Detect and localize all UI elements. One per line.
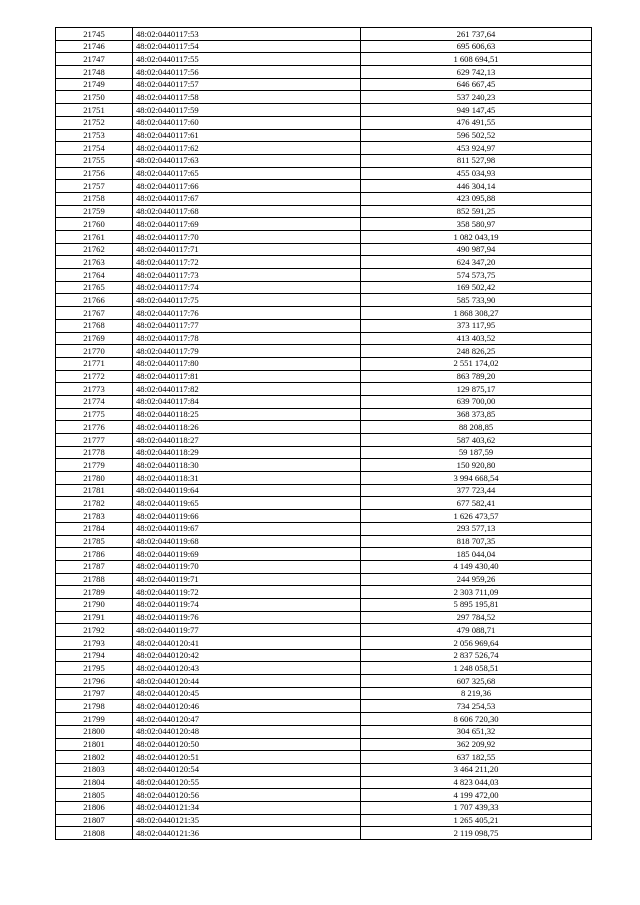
cadastral-number: 48:02:0440117:58 xyxy=(133,91,361,104)
row-number: 21754 xyxy=(56,142,133,155)
table-row xyxy=(56,725,592,738)
table-row xyxy=(56,484,592,497)
table-row xyxy=(56,192,592,205)
cadastral-value: 446 304,14 xyxy=(361,180,592,193)
cadastral-value: 2 119 098,75 xyxy=(361,827,592,840)
cadastral-number: 48:02:0440119:70 xyxy=(133,560,361,573)
table-row xyxy=(56,560,592,573)
cadastral-value: 8 606 720,30 xyxy=(361,713,592,726)
row-number: 21746 xyxy=(56,40,133,53)
row-number: 21805 xyxy=(56,789,133,802)
cadastral-value: 574 573,75 xyxy=(361,269,592,282)
row-number: 21773 xyxy=(56,383,133,396)
row-number: 21786 xyxy=(56,548,133,561)
row-number: 21774 xyxy=(56,395,133,408)
cadastral-number: 48:02:0440117:71 xyxy=(133,243,361,256)
table-row xyxy=(56,446,592,459)
row-number: 21764 xyxy=(56,269,133,282)
row-number: 21796 xyxy=(56,675,133,688)
cadastral-number: 48:02:0440119:77 xyxy=(133,624,361,637)
cadastral-number: 48:02:0440117:56 xyxy=(133,66,361,79)
cadastral-value: 3 994 668,54 xyxy=(361,472,592,485)
cadastral-value: 490 987,94 xyxy=(361,243,592,256)
row-number: 21753 xyxy=(56,129,133,142)
row-number: 21772 xyxy=(56,370,133,383)
cadastral-value: 863 789,20 xyxy=(361,370,592,383)
row-number: 21777 xyxy=(56,434,133,447)
table-row xyxy=(56,700,592,713)
cadastral-number: 48:02:0440121:35 xyxy=(133,814,361,827)
table-row xyxy=(56,548,592,561)
table-row xyxy=(56,142,592,155)
table-row xyxy=(56,332,592,345)
cadastral-value: 639 700,00 xyxy=(361,395,592,408)
cadastral-number: 48:02:0440120:43 xyxy=(133,662,361,675)
row-number: 21756 xyxy=(56,167,133,180)
cadastral-value: 368 373,85 xyxy=(361,408,592,421)
row-number: 21797 xyxy=(56,687,133,700)
row-number: 21751 xyxy=(56,104,133,117)
cadastral-number: 48:02:0440119:64 xyxy=(133,484,361,497)
row-number: 21802 xyxy=(56,751,133,764)
cadastral-number: 48:02:0440120:51 xyxy=(133,751,361,764)
row-number: 21780 xyxy=(56,472,133,485)
cadastral-value: 1 608 694,51 xyxy=(361,53,592,66)
row-number: 21793 xyxy=(56,637,133,650)
cadastral-number: 48:02:0440119:71 xyxy=(133,573,361,586)
cadastral-value: 362 209,92 xyxy=(361,738,592,751)
table-row xyxy=(56,395,592,408)
table-row xyxy=(56,675,592,688)
table-row xyxy=(56,814,592,827)
row-number: 21759 xyxy=(56,205,133,218)
table-row xyxy=(56,434,592,447)
table-row xyxy=(56,637,592,650)
cadastral-number: 48:02:0440121:34 xyxy=(133,801,361,814)
row-number: 21750 xyxy=(56,91,133,104)
row-number: 21758 xyxy=(56,192,133,205)
table-row xyxy=(56,459,592,472)
cadastral-value: 629 742,13 xyxy=(361,66,592,79)
cadastral-number: 48:02:0440120:47 xyxy=(133,713,361,726)
table-row xyxy=(56,357,592,370)
cadastral-number: 48:02:0440117:74 xyxy=(133,281,361,294)
row-number: 21748 xyxy=(56,66,133,79)
cadastral-value: 1 868 308,27 xyxy=(361,307,592,320)
cadastral-value: 537 240,23 xyxy=(361,91,592,104)
row-number: 21745 xyxy=(56,28,133,41)
table-row xyxy=(56,776,592,789)
cadastral-value: 949 147,45 xyxy=(361,104,592,117)
table-row xyxy=(56,827,592,840)
cadastral-value: 1 707 439,33 xyxy=(361,801,592,814)
row-number: 21791 xyxy=(56,611,133,624)
table-row xyxy=(56,586,592,599)
table-row xyxy=(56,91,592,104)
row-number: 21747 xyxy=(56,53,133,66)
row-number: 21768 xyxy=(56,319,133,332)
cadastral-number: 48:02:0440120:48 xyxy=(133,725,361,738)
row-number: 21789 xyxy=(56,586,133,599)
cadastral-number: 48:02:0440118:26 xyxy=(133,421,361,434)
cadastral-number: 48:02:0440117:77 xyxy=(133,319,361,332)
table-row xyxy=(56,472,592,485)
table-row xyxy=(56,231,592,244)
table-row xyxy=(56,370,592,383)
row-number: 21775 xyxy=(56,408,133,421)
table-body xyxy=(56,28,592,840)
cadastral-value: 150 920,80 xyxy=(361,459,592,472)
cadastral-value: 297 784,52 xyxy=(361,611,592,624)
cadastral-number: 48:02:0440117:65 xyxy=(133,167,361,180)
row-number: 21779 xyxy=(56,459,133,472)
table-row xyxy=(56,28,592,41)
cadastral-number: 48:02:0440120:56 xyxy=(133,789,361,802)
table-row xyxy=(56,522,592,535)
cadastral-number: 48:02:0440118:30 xyxy=(133,459,361,472)
cadastral-number: 48:02:0440117:78 xyxy=(133,332,361,345)
cadastral-value: 587 403,62 xyxy=(361,434,592,447)
cadastral-number: 48:02:0440117:59 xyxy=(133,104,361,117)
table-row xyxy=(56,662,592,675)
row-number: 21770 xyxy=(56,345,133,358)
cadastral-number: 48:02:0440118:31 xyxy=(133,472,361,485)
cadastral-value: 169 502,42 xyxy=(361,281,592,294)
cadastral-value: 423 095,88 xyxy=(361,192,592,205)
cadastral-value: 293 577,13 xyxy=(361,522,592,535)
cadastral-value: 1 265 405,21 xyxy=(361,814,592,827)
cadastral-value: 244 959,26 xyxy=(361,573,592,586)
cadastral-value: 59 187,59 xyxy=(361,446,592,459)
row-number: 21767 xyxy=(56,307,133,320)
cadastral-number: 48:02:0440117:79 xyxy=(133,345,361,358)
table-row xyxy=(56,243,592,256)
cadastral-value: 637 182,55 xyxy=(361,751,592,764)
cadastral-value: 185 044,04 xyxy=(361,548,592,561)
cadastral-number: 48:02:0440117:80 xyxy=(133,357,361,370)
cadastral-value: 4 823 044,03 xyxy=(361,776,592,789)
table-row xyxy=(56,104,592,117)
table-row xyxy=(56,497,592,510)
table-row xyxy=(56,789,592,802)
table-row xyxy=(56,256,592,269)
cadastral-value: 88 208,85 xyxy=(361,421,592,434)
cadastral-value: 8 219,36 xyxy=(361,687,592,700)
row-number: 21766 xyxy=(56,294,133,307)
cadastral-value: 373 117,95 xyxy=(361,319,592,332)
cadastral-number: 48:02:0440119:74 xyxy=(133,598,361,611)
cadastral-number: 48:02:0440120:41 xyxy=(133,637,361,650)
table-row xyxy=(56,116,592,129)
cadastral-value: 455 034,93 xyxy=(361,167,592,180)
cadastral-number: 48:02:0440120:50 xyxy=(133,738,361,751)
cadastral-value: 413 403,52 xyxy=(361,332,592,345)
table-row xyxy=(56,281,592,294)
table-row xyxy=(56,180,592,193)
row-number: 21800 xyxy=(56,725,133,738)
row-number: 21769 xyxy=(56,332,133,345)
cadastral-value: 261 737,64 xyxy=(361,28,592,41)
table-row xyxy=(56,269,592,282)
cadastral-number: 48:02:0440119:67 xyxy=(133,522,361,535)
row-number: 21795 xyxy=(56,662,133,675)
cadastral-number: 48:02:0440117:63 xyxy=(133,154,361,167)
cadastral-value: 818 707,35 xyxy=(361,535,592,548)
cadastral-number: 48:02:0440120:42 xyxy=(133,649,361,662)
cadastral-number: 48:02:0440117:84 xyxy=(133,395,361,408)
row-number: 21757 xyxy=(56,180,133,193)
table-row xyxy=(56,319,592,332)
table-row xyxy=(56,598,592,611)
table-row xyxy=(56,751,592,764)
cadastral-number: 48:02:0440120:44 xyxy=(133,675,361,688)
table-row xyxy=(56,573,592,586)
cadastral-number: 48:02:0440117:62 xyxy=(133,142,361,155)
cadastral-value: 596 502,52 xyxy=(361,129,592,142)
row-number: 21803 xyxy=(56,763,133,776)
row-number: 21794 xyxy=(56,649,133,662)
cadastral-value: 2 551 174,02 xyxy=(361,357,592,370)
cadastral-number: 48:02:0440120:45 xyxy=(133,687,361,700)
table-row xyxy=(56,611,592,624)
cadastral-number: 48:02:0440119:68 xyxy=(133,535,361,548)
row-number: 21776 xyxy=(56,421,133,434)
cadastral-number: 48:02:0440117:68 xyxy=(133,205,361,218)
cadastral-number: 48:02:0440117:81 xyxy=(133,370,361,383)
cadastral-value: 677 582,41 xyxy=(361,497,592,510)
cadastral-value-table xyxy=(55,27,592,840)
row-number: 21801 xyxy=(56,738,133,751)
table-row xyxy=(56,205,592,218)
row-number: 21760 xyxy=(56,218,133,231)
cadastral-number: 48:02:0440117:66 xyxy=(133,180,361,193)
row-number: 21778 xyxy=(56,446,133,459)
table-row xyxy=(56,154,592,167)
row-number: 21806 xyxy=(56,801,133,814)
cadastral-value: 811 527,98 xyxy=(361,154,592,167)
row-number: 21799 xyxy=(56,713,133,726)
cadastral-value: 1 626 473,57 xyxy=(361,510,592,523)
cadastral-number: 48:02:0440117:55 xyxy=(133,53,361,66)
cadastral-number: 48:02:0440119:66 xyxy=(133,510,361,523)
cadastral-number: 48:02:0440118:25 xyxy=(133,408,361,421)
cadastral-value: 476 491,55 xyxy=(361,116,592,129)
cadastral-number: 48:02:0440117:57 xyxy=(133,78,361,91)
cadastral-number: 48:02:0440117:70 xyxy=(133,231,361,244)
cadastral-number: 48:02:0440117:61 xyxy=(133,129,361,142)
cadastral-value: 4 199 472,00 xyxy=(361,789,592,802)
row-number: 21804 xyxy=(56,776,133,789)
cadastral-number: 48:02:0440117:54 xyxy=(133,40,361,53)
table-row xyxy=(56,408,592,421)
row-number: 21792 xyxy=(56,624,133,637)
row-number: 21785 xyxy=(56,535,133,548)
row-number: 21761 xyxy=(56,231,133,244)
row-number: 21765 xyxy=(56,281,133,294)
cadastral-number: 48:02:0440118:27 xyxy=(133,434,361,447)
cadastral-value: 646 667,45 xyxy=(361,78,592,91)
cadastral-value: 695 606,63 xyxy=(361,40,592,53)
table-row xyxy=(56,66,592,79)
cadastral-number: 48:02:0440120:54 xyxy=(133,763,361,776)
cadastral-value: 624 347,20 xyxy=(361,256,592,269)
cadastral-value: 358 580,97 xyxy=(361,218,592,231)
cadastral-value: 2 303 711,09 xyxy=(361,586,592,599)
row-number: 21752 xyxy=(56,116,133,129)
cadastral-number: 48:02:0440121:36 xyxy=(133,827,361,840)
table-row xyxy=(56,383,592,396)
cadastral-number: 48:02:0440117:76 xyxy=(133,307,361,320)
row-number: 21790 xyxy=(56,598,133,611)
table-row xyxy=(56,687,592,700)
cadastral-number: 48:02:0440119:65 xyxy=(133,497,361,510)
cadastral-number: 48:02:0440117:53 xyxy=(133,28,361,41)
cadastral-value: 3 464 211,20 xyxy=(361,763,592,776)
cadastral-value: 2 837 526,74 xyxy=(361,649,592,662)
table-row xyxy=(56,535,592,548)
cadastral-value: 453 924,97 xyxy=(361,142,592,155)
table-row xyxy=(56,510,592,523)
cadastral-number: 48:02:0440117:75 xyxy=(133,294,361,307)
table-row xyxy=(56,78,592,91)
cadastral-value: 734 254,53 xyxy=(361,700,592,713)
cadastral-value: 479 088,71 xyxy=(361,624,592,637)
table-row xyxy=(56,53,592,66)
cadastral-value: 377 723,44 xyxy=(361,484,592,497)
table-row xyxy=(56,738,592,751)
cadastral-number: 48:02:0440120:46 xyxy=(133,700,361,713)
cadastral-number: 48:02:0440117:67 xyxy=(133,192,361,205)
row-number: 21771 xyxy=(56,357,133,370)
table-row xyxy=(56,763,592,776)
cadastral-number: 48:02:0440117:73 xyxy=(133,269,361,282)
cadastral-value: 2 056 969,64 xyxy=(361,637,592,650)
cadastral-number: 48:02:0440117:82 xyxy=(133,383,361,396)
cadastral-value: 5 895 195,81 xyxy=(361,598,592,611)
row-number: 21781 xyxy=(56,484,133,497)
row-number: 21783 xyxy=(56,510,133,523)
cadastral-value: 852 591,25 xyxy=(361,205,592,218)
row-number: 21755 xyxy=(56,154,133,167)
table-row xyxy=(56,167,592,180)
table-row xyxy=(56,421,592,434)
cadastral-value: 1 082 043,19 xyxy=(361,231,592,244)
cadastral-number: 48:02:0440119:72 xyxy=(133,586,361,599)
cadastral-value: 585 733,90 xyxy=(361,294,592,307)
row-number: 21762 xyxy=(56,243,133,256)
cadastral-value: 4 149 430,40 xyxy=(361,560,592,573)
table-row xyxy=(56,801,592,814)
cadastral-number: 48:02:0440120:55 xyxy=(133,776,361,789)
table-row xyxy=(56,345,592,358)
table-row xyxy=(56,649,592,662)
cadastral-value: 1 248 058,51 xyxy=(361,662,592,675)
row-number: 21807 xyxy=(56,814,133,827)
table-row xyxy=(56,624,592,637)
cadastral-value: 607 325,68 xyxy=(361,675,592,688)
table-row xyxy=(56,713,592,726)
row-number: 21798 xyxy=(56,700,133,713)
cadastral-number: 48:02:0440119:76 xyxy=(133,611,361,624)
cadastral-number: 48:02:0440117:69 xyxy=(133,218,361,231)
table-row xyxy=(56,294,592,307)
cadastral-value: 304 651,32 xyxy=(361,725,592,738)
row-number: 21788 xyxy=(56,573,133,586)
row-number: 21782 xyxy=(56,497,133,510)
row-number: 21763 xyxy=(56,256,133,269)
row-number: 21749 xyxy=(56,78,133,91)
cadastral-number: 48:02:0440118:29 xyxy=(133,446,361,459)
cadastral-number: 48:02:0440119:69 xyxy=(133,548,361,561)
cadastral-number: 48:02:0440117:72 xyxy=(133,256,361,269)
row-number: 21787 xyxy=(56,560,133,573)
table-row xyxy=(56,40,592,53)
row-number: 21808 xyxy=(56,827,133,840)
row-number: 21784 xyxy=(56,522,133,535)
table-row xyxy=(56,129,592,142)
cadastral-number: 48:02:0440117:60 xyxy=(133,116,361,129)
cadastral-value: 129 875,17 xyxy=(361,383,592,396)
cadastral-value: 248 826,25 xyxy=(361,345,592,358)
table-row xyxy=(56,307,592,320)
table-row xyxy=(56,218,592,231)
